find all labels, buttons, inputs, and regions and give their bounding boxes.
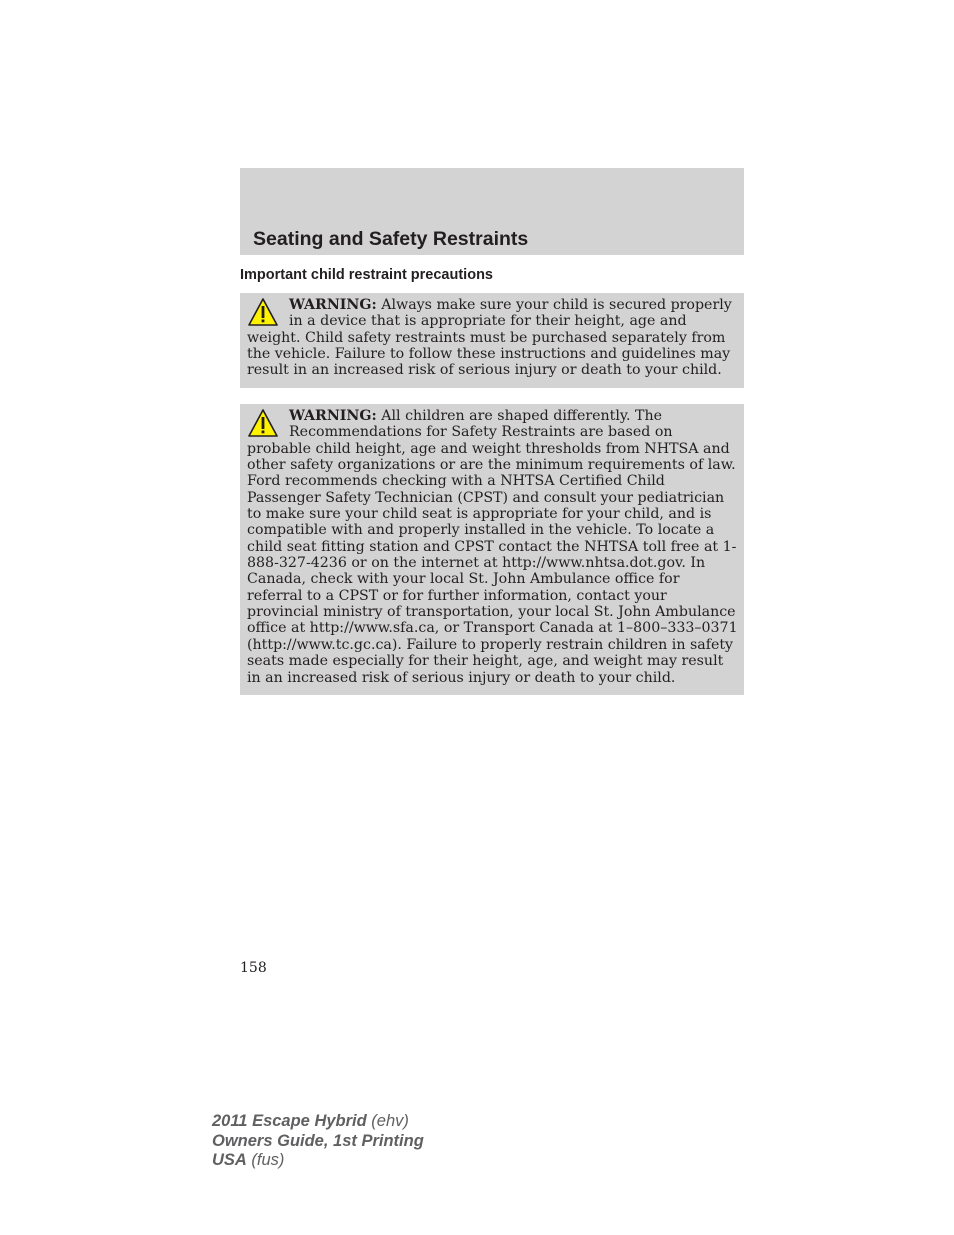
warning-body: Always make sure your child is secured properly in a device that is appropriate for their height, age and weight. Child safety restraints must be purchased separately from the vehicle. Failure to follow these instructions and guidelines may result in an increased risk of serious injury or death to your child. bbox=[247, 297, 732, 379]
section-title: Seating and Safety Restraints bbox=[253, 228, 529, 250]
warning-label: WARNING: bbox=[289, 297, 377, 313]
footer-market: USA bbox=[212, 1151, 247, 1169]
warning-triangle-icon bbox=[247, 408, 279, 438]
warning-box bbox=[240, 404, 744, 695]
footer-line-market bbox=[212, 1151, 424, 1171]
footer-model: 2011 Escape Hybrid bbox=[212, 1112, 367, 1130]
footer-model-code: (ehv) bbox=[366, 1112, 409, 1130]
warning-body: All children are shaped differently. The Recommendations for Safety Restraints are based on probable child height, age and weight thresholds from NHTSA and other safety organizations or are the minimum requirements of law. Ford recommends checking with a NHTSA Certified Child Passenger Safety Technician (CPST) and consult your pediatrician to make sure your child seat is appropriate for your child, and is compatible with and properly installed in the vehicle. To locate a child seat fitting station and CPST contact the NHTSA toll free at 1-888-327-4236 or on the internet at http://www.nhtsa.dot.gov. In Canada, check with your local St. John Ambulance office for referral to a CPST or for further information, contact your provincial ministry of transportation, your local St. John Ambulance office at http://www.sfa.ca, or Transport Canada at 1–800–333–0371 (http://www.tc.gc.ca). Failure to properly restrain children in safety seats made especially for their height, age, and weight may result in an increased risk of serious injury or death to your child. bbox=[247, 408, 738, 686]
warning-triangle-icon bbox=[247, 297, 279, 327]
page-number: 158 bbox=[240, 960, 267, 976]
warning-label: WARNING: bbox=[289, 408, 377, 424]
section-header-band bbox=[240, 168, 744, 255]
footer-market-code: (fus) bbox=[246, 1151, 285, 1169]
warning-text bbox=[247, 408, 738, 686]
subheading: Important child restraint precautions bbox=[240, 267, 493, 283]
warning-text bbox=[247, 297, 738, 379]
footer-guide: Owners Guide, 1st Printing bbox=[212, 1131, 424, 1150]
footer-line-guide bbox=[212, 1132, 424, 1152]
footer-line-model bbox=[212, 1112, 424, 1132]
warning-box bbox=[240, 293, 744, 388]
footer bbox=[212, 1112, 424, 1171]
